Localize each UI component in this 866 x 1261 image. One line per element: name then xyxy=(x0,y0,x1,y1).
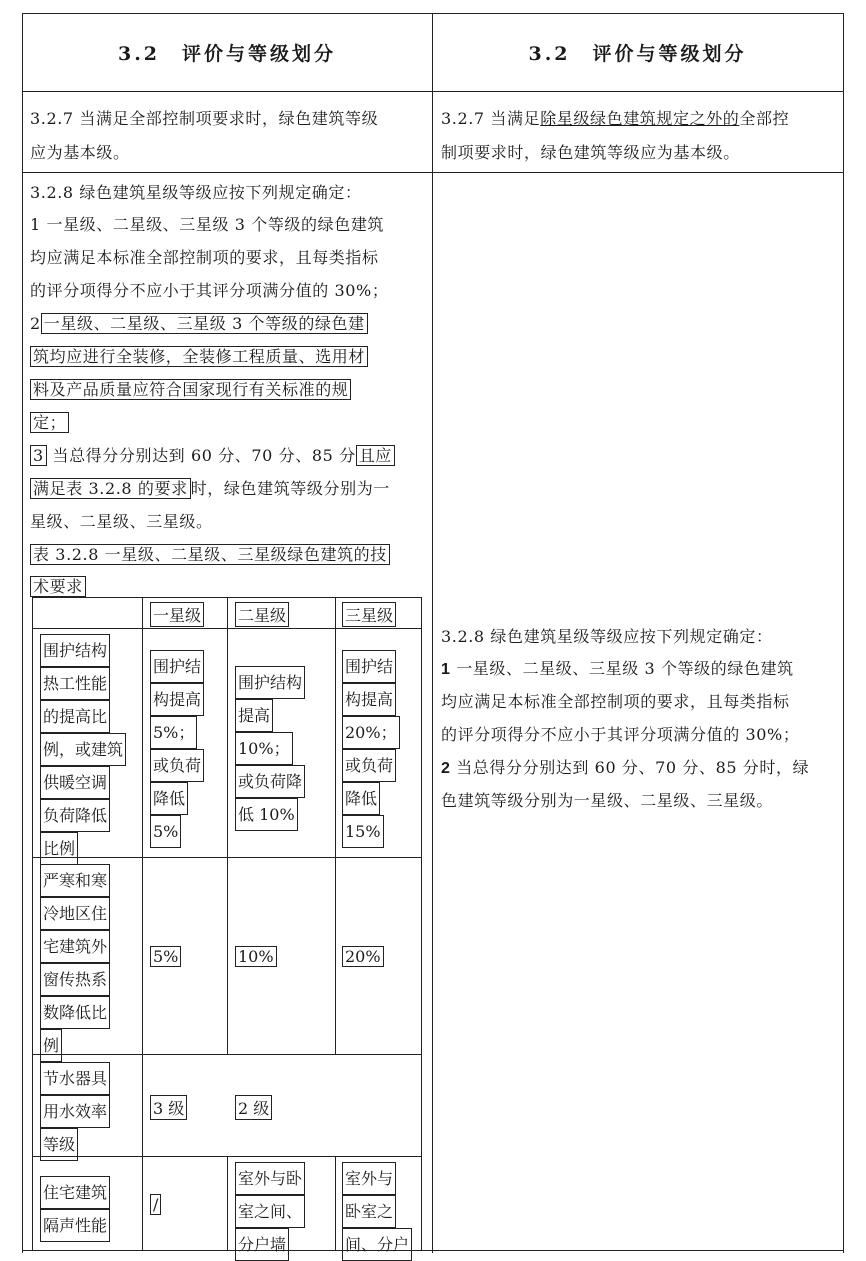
item2-box-line3: 料及产品质量应符合国家现行有关标准的规 xyxy=(30,379,351,400)
row2-label-l2: 冷地区住 xyxy=(40,897,110,930)
row4-c2 xyxy=(235,1162,305,1261)
right-header: 3.2 评价与等级划分 xyxy=(528,42,747,65)
row1-c1 xyxy=(150,650,204,848)
row1-label-l5: 供暖空调 xyxy=(40,766,110,799)
left-328-item2-line1 xyxy=(30,311,368,334)
col-header-2-text: 二星级 xyxy=(235,602,289,627)
inner-table-v4 xyxy=(421,597,422,1250)
row3-label-l2: 用水效率 xyxy=(40,1095,110,1128)
row4-label xyxy=(40,1176,110,1242)
row3-c1 xyxy=(150,1095,187,1120)
row2-label-l3: 宅建筑外 xyxy=(40,930,110,963)
item2-box-line1: 一星级、二星级、三星级 3 个等级的绿色建 xyxy=(41,313,368,334)
row2-label-l6: 例 xyxy=(40,1029,62,1062)
row4-label-l2: 隔声性能 xyxy=(40,1209,110,1242)
col-header-1-text: 一星级 xyxy=(150,602,204,627)
row1-c3-l6: 15% xyxy=(342,815,384,848)
item3-box2: 满足表 3.2.8 的要求 xyxy=(30,478,191,499)
row1-c2 xyxy=(235,666,305,831)
row1-c1-l2: 构提高 xyxy=(150,683,204,716)
inner-table-v1 xyxy=(142,597,143,1250)
row1-c1-l1: 围护结 xyxy=(150,650,204,683)
left-328-item3-line2 xyxy=(30,476,390,499)
item2-box-line2: 筑均应进行全装修，全装修工程质量、选用材 xyxy=(30,346,368,367)
table-title-line1 xyxy=(30,542,390,565)
inner-table-v2a xyxy=(227,597,228,1054)
row1-label-l6: 负荷降低 xyxy=(40,799,110,832)
left-327-line2: 应为基本级。 xyxy=(30,143,130,162)
row2-c2 xyxy=(235,946,277,967)
inner-table-v2b xyxy=(227,1156,228,1250)
item3-text-b: 时，绿色建筑等级分别为一 xyxy=(190,479,390,498)
left-328-item3-line1 xyxy=(30,443,395,466)
left-327-line1: 3.2.7 当满足全部控制项要求时，绿色建筑等级 xyxy=(30,109,379,128)
row4-c2-l3: 分户墙 xyxy=(235,1228,289,1261)
col-header-3-text: 三星级 xyxy=(342,602,396,627)
row2-c1 xyxy=(150,946,181,967)
row1-c1-l4: 或负荷 xyxy=(150,749,204,782)
row1-c3-l4: 或负荷 xyxy=(342,749,396,782)
item3-text-a: 当总得分分别达到 60 分、70 分、85 分 xyxy=(52,446,356,465)
right-327-suffix: 全部控 xyxy=(739,109,790,128)
col-header-3 xyxy=(342,602,396,627)
right-328-line5-text: 当总得分分别达到 60 分、70 分、85 分时，绿 xyxy=(456,758,810,777)
row4-c2-l1: 室外与卧 xyxy=(235,1162,305,1195)
row3-c23-text: 2 级 xyxy=(235,1095,272,1120)
row4-c3-l1: 室外与 xyxy=(342,1162,396,1195)
row4-c1-text: / xyxy=(150,1194,161,1215)
row4-c3-l3: 间、分户 xyxy=(342,1228,412,1261)
row-divider-1 xyxy=(22,91,844,92)
left-328-item2-line3 xyxy=(30,377,351,400)
frame-mid xyxy=(432,13,433,1253)
left-328-line3: 均应满足本标准全部控制项的要求，且每类指标 xyxy=(30,248,379,267)
right-328-num2: 2 xyxy=(441,760,451,777)
col-header-2 xyxy=(235,602,289,627)
row1-label xyxy=(40,634,126,865)
table-title-line2 xyxy=(30,574,86,597)
row1-label-l7: 比例 xyxy=(40,832,78,865)
right-327-line2: 制项要求时，绿色建筑等级应为基本级。 xyxy=(441,143,740,162)
row1-c2-l3: 10%； xyxy=(235,732,293,765)
row4-c3-l2: 卧室之 xyxy=(342,1195,396,1228)
row1-c1-l5: 降低 xyxy=(150,782,188,815)
row2-c3 xyxy=(342,946,384,967)
row1-label-l3: 的提高比 xyxy=(40,700,110,733)
row1-c1-l3: 5%； xyxy=(150,716,197,749)
row2-c3-text: 20% xyxy=(342,946,384,967)
left-328-line1: 3.2.8 绿色建筑星级等级应按下列规定确定： xyxy=(30,183,362,202)
row1-c3-l3: 20%； xyxy=(342,716,400,749)
table-title-box1: 表 3.2.8 一星级、二星级、三星级绿色建筑的技 xyxy=(30,544,390,565)
row1-label-l2: 热工性能 xyxy=(40,667,110,700)
right-328-num1: 1 xyxy=(441,661,451,678)
row1-label-l4: 例，或建筑 xyxy=(40,733,126,766)
row4-label-l1: 住宅建筑 xyxy=(40,1176,110,1209)
right-327-underlined: 除星级绿色建筑规定之外的 xyxy=(540,109,740,128)
right-327-line1 xyxy=(441,106,789,129)
row3-label-l3: 等级 xyxy=(40,1128,78,1161)
inner-table-v0 xyxy=(32,597,33,1250)
row1-c2-l2: 提高 xyxy=(235,699,273,732)
row2-label-l1: 严寒和寒 xyxy=(40,864,110,897)
item2-box-line4: 定； xyxy=(30,412,69,433)
row1-label-l1: 围护结构 xyxy=(40,634,110,667)
row1-c3-l5: 降低 xyxy=(342,782,380,815)
right-328-line3: 均应满足本标准全部控制项的要求，且每类指标 xyxy=(441,692,790,711)
row2-label-l5: 数降低比 xyxy=(40,996,110,1029)
left-328-item2-line2 xyxy=(30,344,368,367)
table-title-box2: 术要求 xyxy=(30,576,86,597)
right-328-line2-text: 一星级、二星级、三星级 3 个等级的绿色建筑 xyxy=(456,659,794,678)
col-header-1 xyxy=(150,602,204,627)
row1-c2-l1: 围护结构 xyxy=(235,666,305,699)
frame-bottom xyxy=(22,1250,844,1251)
right-328-line1: 3.2.8 绿色建筑星级等级应按下列规定确定： xyxy=(441,627,773,646)
row1-c1-l6: 5% xyxy=(150,815,181,848)
row-divider-2 xyxy=(22,172,844,173)
frame-right xyxy=(843,13,844,1253)
row4-c3 xyxy=(342,1162,412,1261)
item3-box1: 且应 xyxy=(356,445,395,466)
row2-label xyxy=(40,864,110,1062)
right-328-line4: 的评分项得分不应小于其评分项满分值的 30%； xyxy=(441,725,800,744)
row3-c1-text: 3 级 xyxy=(150,1095,187,1120)
frame-left xyxy=(22,13,23,1253)
right-328-line6: 色建筑等级分别为一星级、二星级、三星级。 xyxy=(441,791,774,810)
row1-c3-l2: 构提高 xyxy=(342,683,396,716)
right-327-prefix: 3.2.7 当满足 xyxy=(441,109,541,128)
row1-c2-l5: 低 10% xyxy=(235,798,298,831)
row1-c2-l4: 或负荷降 xyxy=(235,765,305,798)
inner-table-v3a xyxy=(335,597,336,1054)
left-328-item2-line4 xyxy=(30,410,69,433)
row3-label xyxy=(40,1062,110,1161)
row1-c3-l1: 围护结 xyxy=(342,650,396,683)
inner-table-v3b xyxy=(335,1156,336,1250)
row2-label-l4: 窗传热系 xyxy=(40,963,110,996)
row1-c3 xyxy=(342,650,400,848)
row3-c23 xyxy=(235,1095,272,1120)
row3-label-l1: 节水器具 xyxy=(40,1062,110,1095)
left-328-line4: 的评分项得分不应小于其评分项满分值的 30%； xyxy=(30,281,389,300)
left-328-item3-line3: 星级、二星级、三星级。 xyxy=(30,512,213,531)
left-header: 3.2 评价与等级划分 xyxy=(117,42,337,65)
row4-c1 xyxy=(150,1194,161,1215)
row2-c2-text: 10% xyxy=(235,946,277,967)
row2-c1-text: 5% xyxy=(150,946,181,967)
left-328-line2: 1 一星级、二星级、三星级 3 个等级的绿色建筑 xyxy=(30,215,385,234)
right-328-line2 xyxy=(441,656,794,679)
right-328-line5 xyxy=(441,755,809,778)
item3-number: 3 xyxy=(30,445,47,466)
item2-number: 2 xyxy=(30,314,41,333)
row4-c2-l2: 室之间、 xyxy=(235,1195,305,1228)
